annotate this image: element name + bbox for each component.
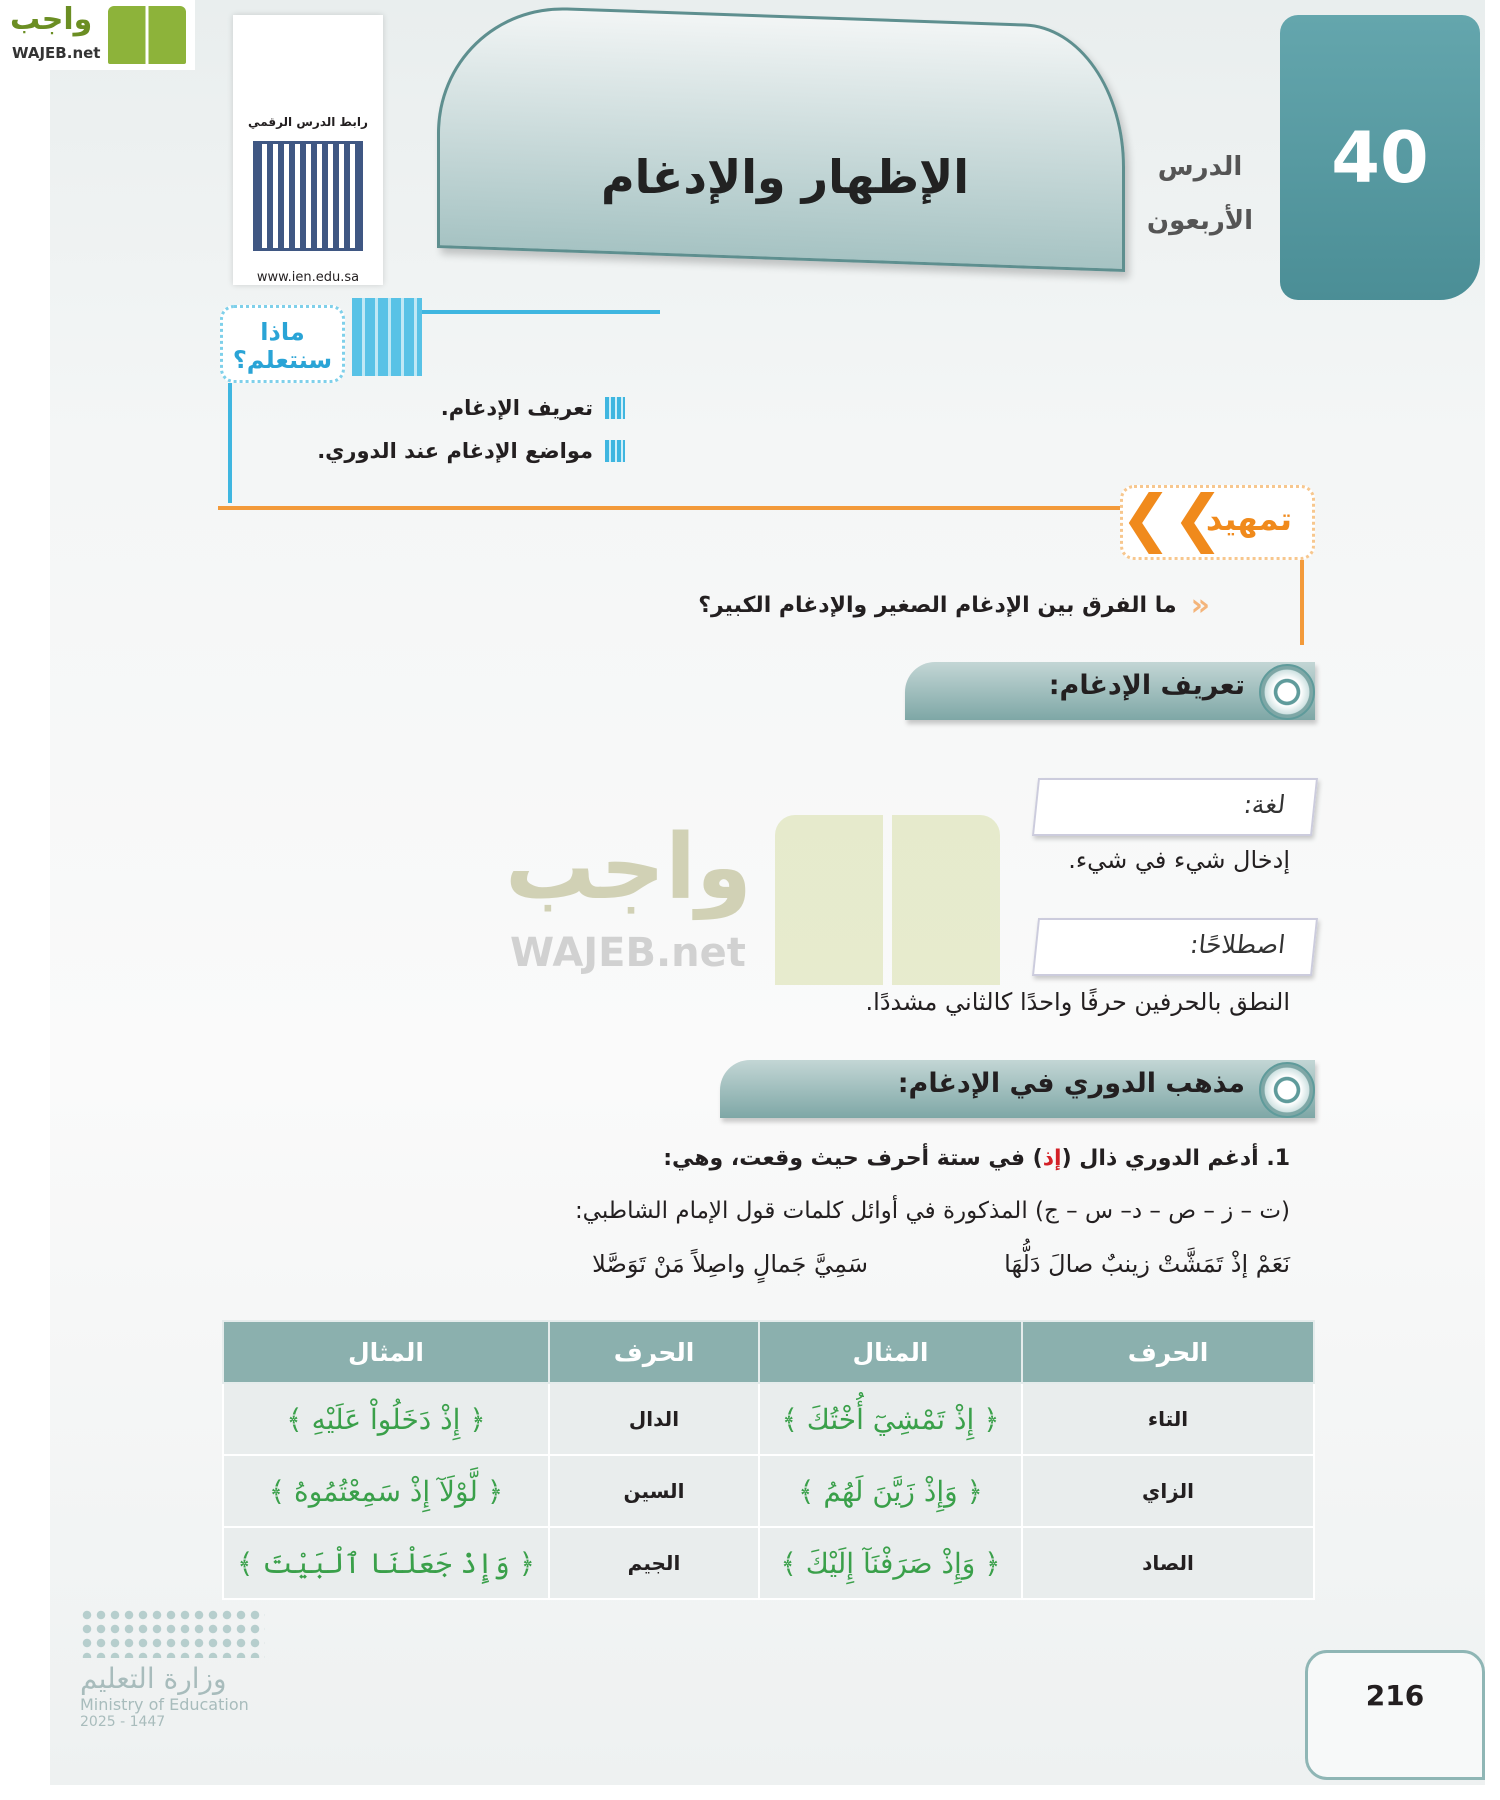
books-icon bbox=[352, 298, 422, 376]
page-number: 216 bbox=[1305, 1650, 1485, 1780]
letter-cell: الجيم bbox=[549, 1527, 759, 1599]
doctrine-line-1 bbox=[663, 1146, 1290, 1171]
logo-arabic: واجب bbox=[10, 2, 93, 37]
example-cell: ﴿ لَّوْلَآ إِذْ سَمِعْتُمُوهُ ﴾ bbox=[223, 1455, 549, 1527]
ministry-dots-icon bbox=[80, 1608, 265, 1658]
text: 1. أدغم الدوري ذال ( bbox=[1061, 1146, 1290, 1171]
flower-icon bbox=[1259, 664, 1315, 720]
verse-first-half: نَعَمْ إذْ تَمَشَّتْ زينبٌ صالَ دَلُّهَا bbox=[1004, 1250, 1290, 1278]
lesson-ordinal: الأربعون bbox=[1146, 206, 1254, 236]
question-text: ما الفرق بين الإدغام الصغير والإدغام الكبير؟ bbox=[698, 593, 1177, 618]
watermark-latin: WAJEB.net bbox=[510, 930, 746, 976]
divider bbox=[228, 383, 232, 503]
objective-text: مواضع الإدغام عند الدوري. bbox=[317, 439, 593, 463]
title-banner bbox=[437, 3, 1125, 272]
letter-cell: التاء bbox=[1022, 1383, 1314, 1455]
objectives-heading: ماذا سنتعلم؟ bbox=[220, 305, 345, 383]
verse-second-half: سَمِيَّ جَمالٍ واصِلاً مَنْ تَوَصَّلا bbox=[592, 1250, 868, 1278]
example-cell: ﴿ إِذْ دَخَلُواْ عَلَيْهِ ﴾ bbox=[223, 1383, 549, 1455]
table-row bbox=[223, 1527, 1314, 1599]
intro-label: تمهيد bbox=[1120, 485, 1315, 560]
lang-label: لغة: bbox=[1032, 778, 1318, 836]
text: ) في ستة أحرف حيث وقعت، وهي: bbox=[663, 1146, 1043, 1171]
divider bbox=[218, 506, 1123, 510]
flower-icon bbox=[1259, 1062, 1315, 1118]
ministry-english: Ministry of Education bbox=[80, 1695, 249, 1714]
table-header: الحرف bbox=[1022, 1321, 1314, 1383]
ministry-year: 2025 - 1447 bbox=[80, 1714, 166, 1730]
example-cell: ﴿ وَإِذْ زَيَّنَ لَهُمُ ﴾ bbox=[759, 1455, 1022, 1527]
qr-code-icon[interactable] bbox=[253, 141, 363, 251]
lang-text: إدخال شيء في شيء. bbox=[1068, 846, 1290, 874]
letter-cell: الصاد bbox=[1022, 1527, 1314, 1599]
table-header: المثال bbox=[759, 1321, 1022, 1383]
letter-cell: السين bbox=[549, 1455, 759, 1527]
example-cell: ﴿ وَإِذْ جَعَلْنَا ٱلْبَيْتَ ﴾ bbox=[223, 1527, 549, 1599]
lesson-label bbox=[1140, 140, 1260, 248]
example-cell: ﴿ وَإِذْ صَرَفْنَآ إِلَيْكَ ﴾ bbox=[759, 1527, 1022, 1599]
term-label: اصطلاحًا: bbox=[1032, 918, 1318, 976]
watermark-arabic: واجب bbox=[505, 815, 752, 920]
chevron-icon: « bbox=[1190, 588, 1210, 623]
table-header: الحرف bbox=[549, 1321, 759, 1383]
table-row bbox=[223, 1383, 1314, 1455]
section-heading-definition: تعريف الإدغام: bbox=[905, 662, 1315, 720]
example-cell: ﴿ إِذْ تَمْشِيٓ أُخْتُكَ ﴾ bbox=[759, 1383, 1022, 1455]
letter-cell: الزاي bbox=[1022, 1455, 1314, 1527]
watermark bbox=[505, 815, 995, 985]
objective-item bbox=[441, 396, 625, 420]
qr-caption: رابط الدرس الرقمي bbox=[248, 115, 368, 129]
ministry-logo bbox=[80, 1608, 270, 1773]
section-heading-doctrine: مذهب الدوري في الإدغام: bbox=[720, 1060, 1315, 1118]
examples-table bbox=[222, 1320, 1315, 1600]
term-text: النطق بالحرفين حرفًا واحدًا كالثاني مشددًا. bbox=[865, 988, 1290, 1016]
page-title: الإظهار والإدغام bbox=[600, 150, 970, 204]
divider bbox=[420, 310, 660, 314]
bullet-icon bbox=[605, 397, 625, 419]
lesson-number-badge: 40 bbox=[1280, 15, 1480, 300]
bullet-icon bbox=[605, 440, 625, 462]
qr-card[interactable] bbox=[233, 15, 383, 285]
objective-item bbox=[317, 439, 625, 463]
book-icon bbox=[108, 6, 186, 64]
lesson-word: الدرس bbox=[1157, 152, 1243, 182]
table-row bbox=[223, 1455, 1314, 1527]
ministry-arabic: وزارة التعليم bbox=[80, 1662, 227, 1695]
watermark-book-icon bbox=[775, 815, 1000, 985]
letter-cell: الدال bbox=[549, 1383, 759, 1455]
highlight: إذ bbox=[1042, 1146, 1062, 1171]
doctrine-line-2: (ت – ز – ص – د– س – ج) المذكورة في أوائل كلمات قول الإمام الشاطبي: bbox=[574, 1198, 1290, 1224]
double-chevron-icon: ❮❮ bbox=[1120, 481, 1224, 554]
intro-question bbox=[698, 588, 1210, 623]
divider bbox=[1300, 560, 1304, 645]
logo-latin: WAJEB.net bbox=[12, 44, 101, 62]
objective-text: تعريف الإدغام. bbox=[440, 396, 593, 420]
wajeb-logo[interactable] bbox=[0, 0, 195, 70]
table-header: المثال bbox=[223, 1321, 549, 1383]
qr-url[interactable]: www.ien.edu.sa bbox=[256, 270, 360, 285]
